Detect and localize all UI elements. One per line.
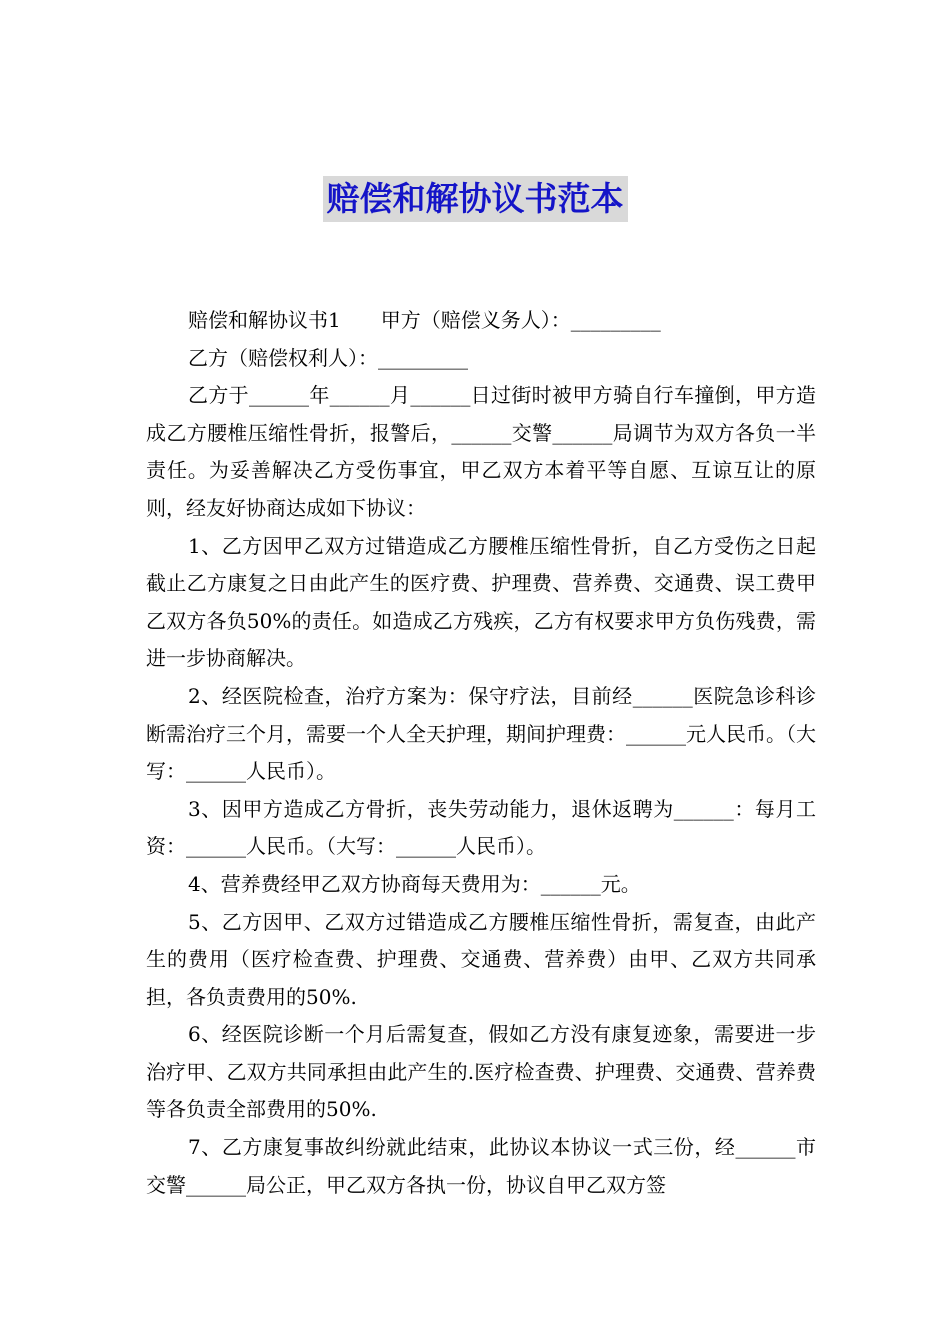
paragraph-clause-4: 4、营养费经甲乙双方协商每天费用为：______元。	[188, 871, 641, 896]
document-body	[146, 302, 816, 1204]
paragraph-clause-7: 7、乙方康复事故纠纷就此结束，此协议本协议一式三份，经______市交警______局公正，甲乙双方各执一份，协议自甲乙双方签	[146, 1135, 816, 1197]
paragraph-clause-2: 2、经医院检查，治疗方案为：保守疗法，目前经______医院急诊科诊断需治疗三个月，需要一个人全天护理，期间护理费：______元人民币。（大写：______人民币）。	[146, 683, 816, 784]
paragraph-party-b: 乙方（赔偿权利人）：_________	[188, 345, 468, 370]
document-title-block	[0, 176, 950, 222]
paragraph-clause-1: 1、乙方因甲乙双方过错造成乙方腰椎压缩性骨折，自乙方受伤之日起截止乙方康复之日由此产生的医疗费、护理费、营养费、交通费、误工费甲乙双方各负50%的责任。如造成乙方残疾，乙方有权要求甲方负伤残费，需进一步协商解决。	[146, 533, 816, 671]
paragraph-clause-6: 6、经医院诊断一个月后需复查，假如乙方没有康复迹象，需要进一步治疗甲、乙双方共同承担由此产生的.医疗检查费、护理费、交通费、营养费等各负责全部费用的50%.	[146, 1022, 816, 1122]
paragraph-clause-3: 3、因甲方造成乙方骨折，丧失劳动能力，退休返聘为______：每月工资：______人民币。（大写：______人民币）。	[146, 796, 816, 859]
paragraph-incident: 乙方于______年______月______日过街时被甲方骑自行车撞倒，甲方造成乙方腰椎压缩性骨折，报警后，______交警______局调节为双方各负一半责任。为妥善解决乙方受伤事宜，甲乙双方本着平等自愿、互谅互让的原则，经友好协商达成如下协议：	[146, 383, 816, 520]
paragraph-clause-5: 5、乙方因甲、乙双方过错造成乙方腰椎压缩性骨折，需复查，由此产生的费用（医疗检查费、护理费、交通费、营养费）由甲、乙双方共同承担，各负责费用的50%.	[146, 909, 816, 1009]
paragraph-header-party-a: 赔偿和解协议书1 甲方（赔偿义务人）：_________	[188, 308, 661, 332]
document-title: 赔偿和解协议书范本	[323, 176, 628, 222]
